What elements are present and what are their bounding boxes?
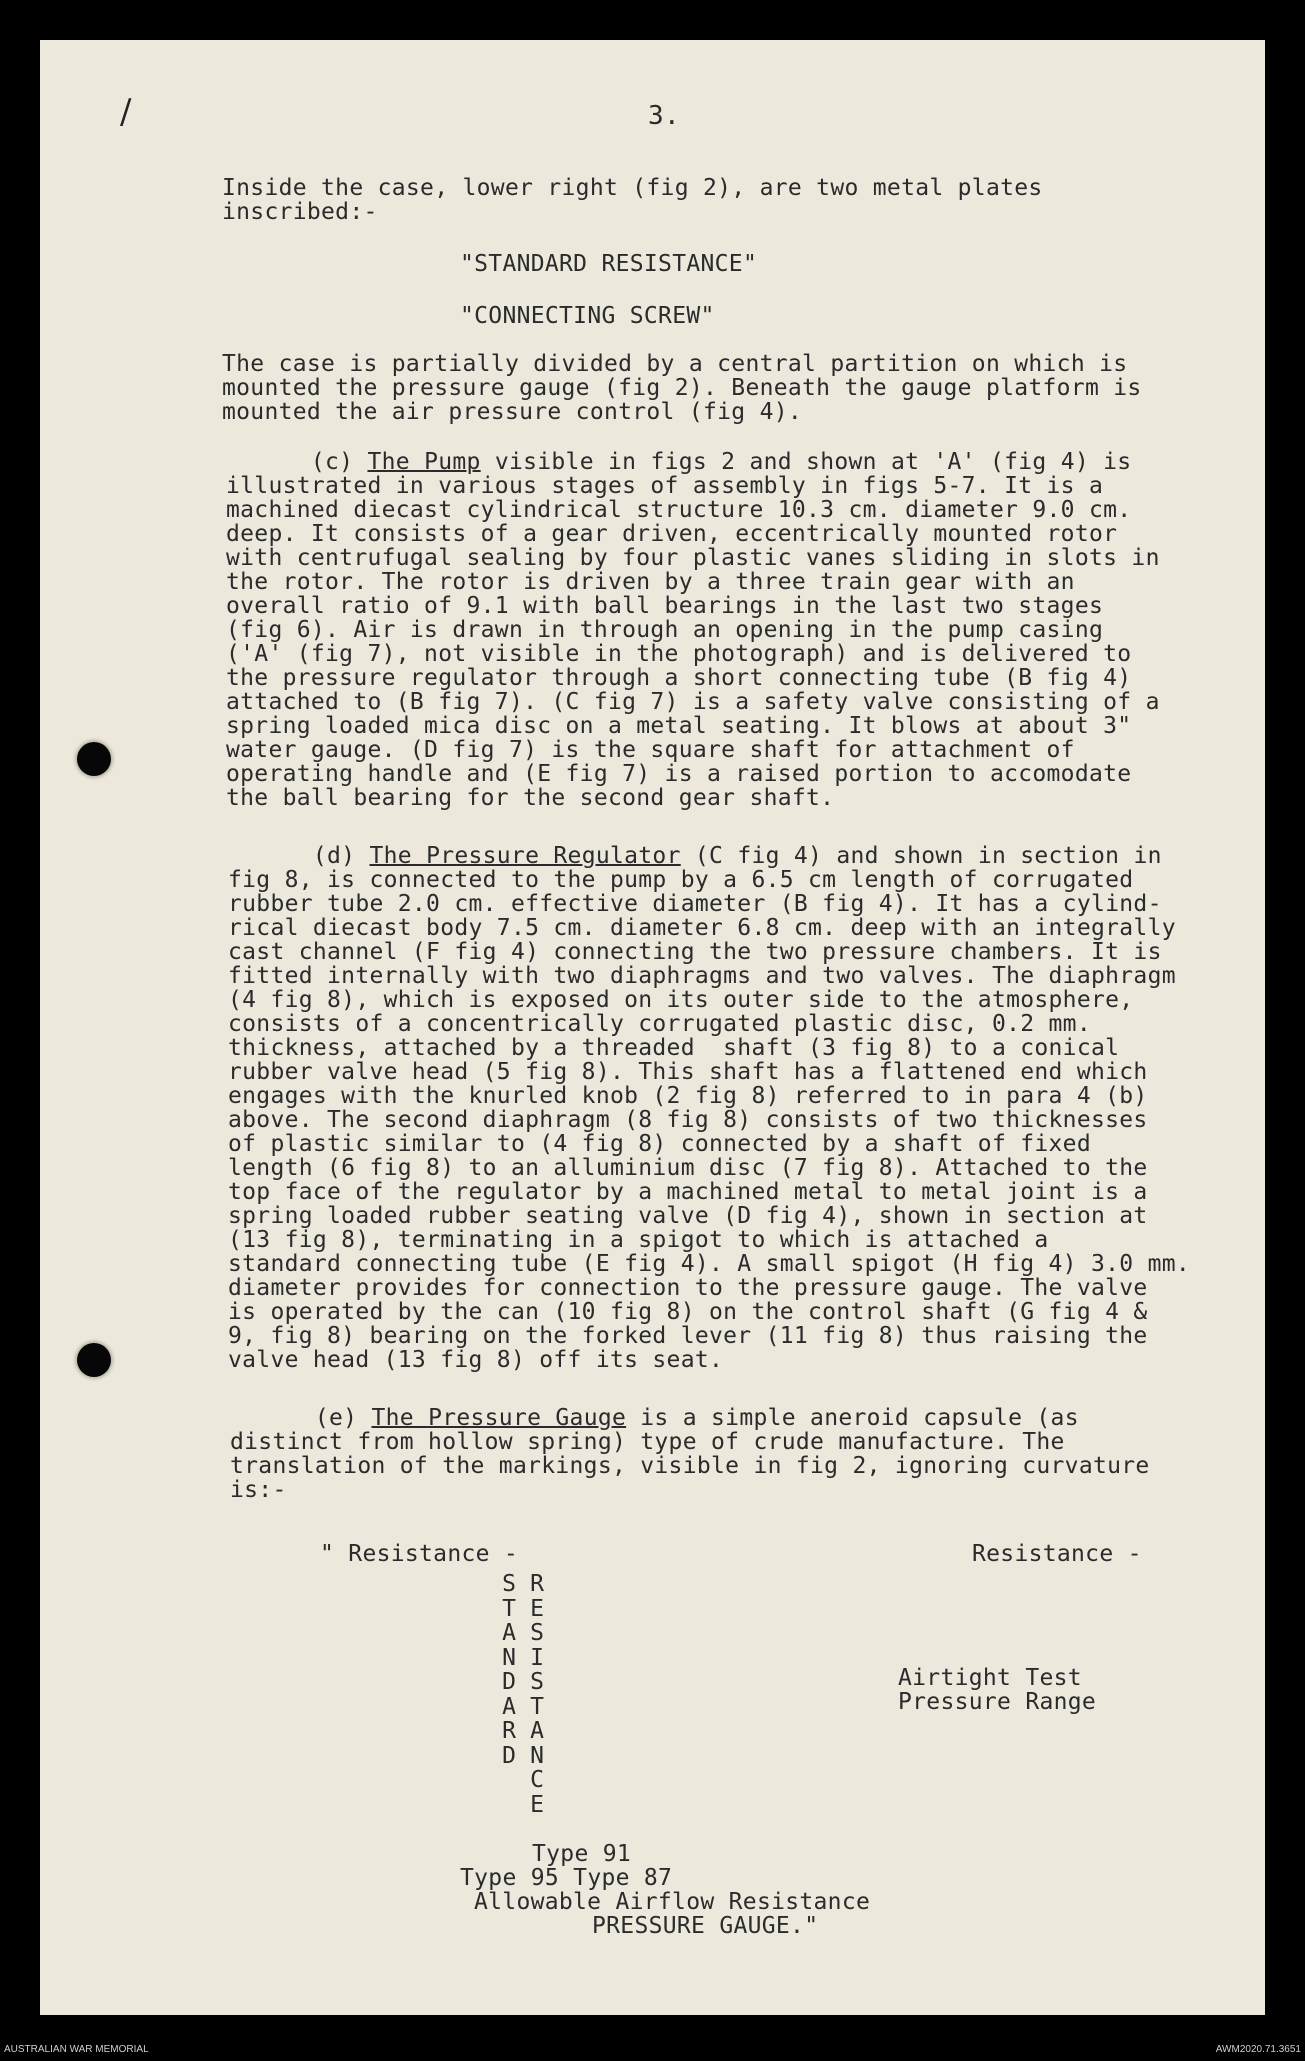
regulator-paragraph-line: (13 fig 8), terminating in a spigot to which is attached a: [228, 1227, 1049, 1253]
regulator-paragraph-line: (4 fig 8), which is exposed on its outer side to the atmosphere,: [228, 987, 1134, 1013]
gauge-right-label: Resistance -: [972, 1541, 1142, 1567]
regulator-paragraph-line: standard connecting tube (E fig 4). A small spigot (H fig 4) 3.0 mm.: [228, 1251, 1191, 1277]
plate-inscription: "CONNECTING SCREW": [460, 303, 715, 329]
regulator-paragraph-line: above. The second diaphragm (8 fig 8) consists of two thicknesses: [228, 1107, 1148, 1133]
intro-line: Inside the case, lower right (fig 2), are two metal plates: [222, 175, 1043, 201]
regulator-heading: The Pressure Regulator: [369, 843, 681, 869]
regulator-paragraph-line: fig 8, is connected to the pump by a 6.5 cm length of corrugated: [228, 867, 1134, 893]
vertical-letter: N: [530, 1742, 544, 1769]
pump-paragraph-line: water gauge. (D fig 7) is the square shaft for attachment of: [226, 737, 1075, 763]
pump-paragraph-line: spring loaded mica disc on a metal seating. It blows at about 3": [226, 713, 1132, 739]
punch-hole-bottom: [77, 1343, 111, 1377]
para-text: visible in figs 2 and shown at 'A' (fig 4) is: [480, 449, 1132, 475]
gauge-paragraph-line: translation of the markings, visible in fig 2, ignoring curvature: [230, 1453, 1150, 1479]
vertical-letter: I: [530, 1644, 544, 1671]
gauge-heading: The Pressure Gauge: [371, 1405, 627, 1431]
regulator-paragraph-line: 9, fig 8) bearing on the forked lever (11 fig 8) thus raising the: [228, 1323, 1148, 1349]
regulator-paragraph-line: consists of a concentrically corrugated plastic disc, 0.2 mm.: [228, 1011, 1091, 1037]
gauge-paragraph-line: distinct from hollow spring) type of crude manufacture. The: [230, 1429, 1065, 1455]
regulator-paragraph-line: top face of the regulator by a machined metal to metal joint is a: [228, 1179, 1148, 1205]
vertical-standard: [498, 1572, 520, 1768]
vertical-letter: A: [502, 1620, 516, 1646]
case-paragraph-line: mounted the air pressure control (fig 4).: [222, 399, 803, 425]
pump-paragraph-line: machined diecast cylindrical structure 10.3 cm. diameter 9.0 cm.: [226, 497, 1132, 523]
vertical-letter: T: [502, 1595, 516, 1622]
vertical-resistance: [526, 1572, 548, 1817]
pump-paragraph-first-line: [226, 450, 1131, 474]
regulator-paragraph-line: length (6 fig 8) to an alluminium disc (7 fig 8). Attached to the: [228, 1155, 1148, 1181]
gauge-bottom-label: Type 95 Type 87: [460, 1865, 673, 1891]
vertical-letter: D: [502, 1669, 516, 1695]
regulator-paragraph-line: valve head (13 fig 8) off its seat.: [228, 1347, 724, 1373]
regulator-paragraph-line: of plastic similar to (4 fig 8) connected by a shaft of fixed: [228, 1131, 1091, 1157]
para-text: (C fig 4) and shown in section in: [680, 843, 1162, 869]
vertical-letter: A: [502, 1693, 516, 1720]
pump-paragraph-line: with centrufugal sealing by four plastic vanes sliding in slots in: [226, 545, 1160, 571]
para-label: (e): [230, 1405, 372, 1431]
footer-reference: AWM2020.71.3651: [1215, 2044, 1301, 2055]
pump-paragraph-line: operating handle and (E fig 7) is a raised portion to accomodate: [226, 761, 1132, 787]
para-label: (c): [226, 449, 368, 475]
vertical-letter: R: [502, 1718, 516, 1744]
pump-paragraph-line: the pressure regulator through a short connecting tube (B fig 4): [226, 665, 1132, 691]
pump-paragraph-line: the ball bearing for the second gear shaft.: [226, 785, 835, 811]
regulator-paragraph-line: thickness, attached by a threaded shaft (3 fig 8) to a conical: [228, 1035, 1120, 1061]
case-paragraph-line: The case is partially divided by a central partition on which is: [222, 351, 1128, 377]
regulator-paragraph-line: diameter provides for connection to the pressure gauge. The valve: [228, 1275, 1148, 1301]
regulator-paragraph-line: spring loaded rubber seating valve (D fig 4), shown in section at: [228, 1203, 1148, 1229]
case-paragraph-line: mounted the pressure gauge (fig 2). Beneath the gauge platform is: [222, 375, 1142, 401]
intro-line: inscribed:-: [222, 199, 378, 225]
pump-paragraph-line: illustrated in various stages of assembly in figs 5-7. It is a: [226, 473, 1104, 499]
gauge-middle-label: Pressure Range: [898, 1689, 1097, 1715]
regulator-paragraph-first-line: [228, 844, 1162, 868]
vertical-letter: R: [530, 1571, 544, 1597]
para-label: (d): [228, 843, 370, 869]
gauge-bottom-label: Type 91: [532, 1841, 632, 1867]
regulator-paragraph-line: fitted internally with two diaphragms and two valves. The diaphragm: [228, 963, 1176, 989]
vertical-letter: T: [530, 1693, 544, 1720]
gauge-paragraph-line: is:-: [230, 1477, 287, 1503]
vertical-letter: N: [502, 1644, 516, 1671]
pump-heading: The Pump: [367, 449, 481, 475]
vertical-letter: E: [530, 1595, 544, 1622]
footer-credit: AUSTRALIAN WAR MEMORIAL: [4, 2044, 149, 2055]
vertical-letter: S: [530, 1620, 544, 1646]
vertical-letter: S: [530, 1669, 544, 1695]
pump-paragraph-line: ('A' (fig 7), not visible in the photograph) and is delivered to: [226, 641, 1132, 667]
regulator-paragraph-line: engages with the knurled knob (2 fig 8) referred to in para 4 (b): [228, 1083, 1148, 1109]
gauge-bottom-label: Allowable Airflow Resistance: [474, 1889, 871, 1915]
pump-paragraph-line: (fig 6). Air is drawn in through an opening in the pump casing: [226, 617, 1104, 643]
margin-mark: /: [120, 92, 132, 132]
punch-hole-top: [77, 742, 111, 776]
regulator-paragraph-line: is operated by the can (10 fig 8) on the control shaft (G fig 4 &: [228, 1299, 1148, 1325]
pump-paragraph-line: the rotor. The rotor is driven by a three train gear with an: [226, 569, 1075, 595]
regulator-paragraph-line: rical diecast body 7.5 cm. diameter 6.8 cm. deep with an integrally: [228, 915, 1176, 941]
gauge-paragraph-first-line: [230, 1406, 1079, 1430]
para-text: is a simple aneroid capsule (as: [626, 1405, 1079, 1431]
pump-paragraph-line: overall ratio of 9.1 with ball bearings in the last two stages: [226, 593, 1104, 619]
vertical-letter: E: [530, 1791, 544, 1818]
gauge-middle-label: Airtight Test: [898, 1665, 1082, 1691]
regulator-paragraph-line: rubber valve head (5 fig 8). This shaft has a flattened end which: [228, 1059, 1148, 1085]
regulator-paragraph-line: cast channel (F fig 4) connecting the two pressure chambers. It is: [228, 939, 1162, 965]
pump-paragraph-line: attached to (B fig 7). (C fig 7) is a safety valve consisting of a: [226, 689, 1160, 715]
gauge-left-label: " Resistance -: [320, 1541, 519, 1567]
plate-inscription: "STANDARD RESISTANCE": [460, 251, 758, 277]
gauge-bottom-label: PRESSURE GAUGE.": [592, 1913, 819, 1939]
pump-paragraph-line: deep. It consists of a gear driven, eccentrically mounted rotor: [226, 521, 1118, 547]
vertical-letter: C: [530, 1767, 544, 1793]
regulator-paragraph-line: rubber tube 2.0 cm. effective diameter (B fig 4). It has a cylind-: [228, 891, 1162, 917]
page-number: 3.: [648, 101, 680, 131]
vertical-letter: A: [530, 1718, 544, 1744]
vertical-letter: D: [502, 1742, 516, 1769]
vertical-letter: S: [502, 1571, 516, 1597]
